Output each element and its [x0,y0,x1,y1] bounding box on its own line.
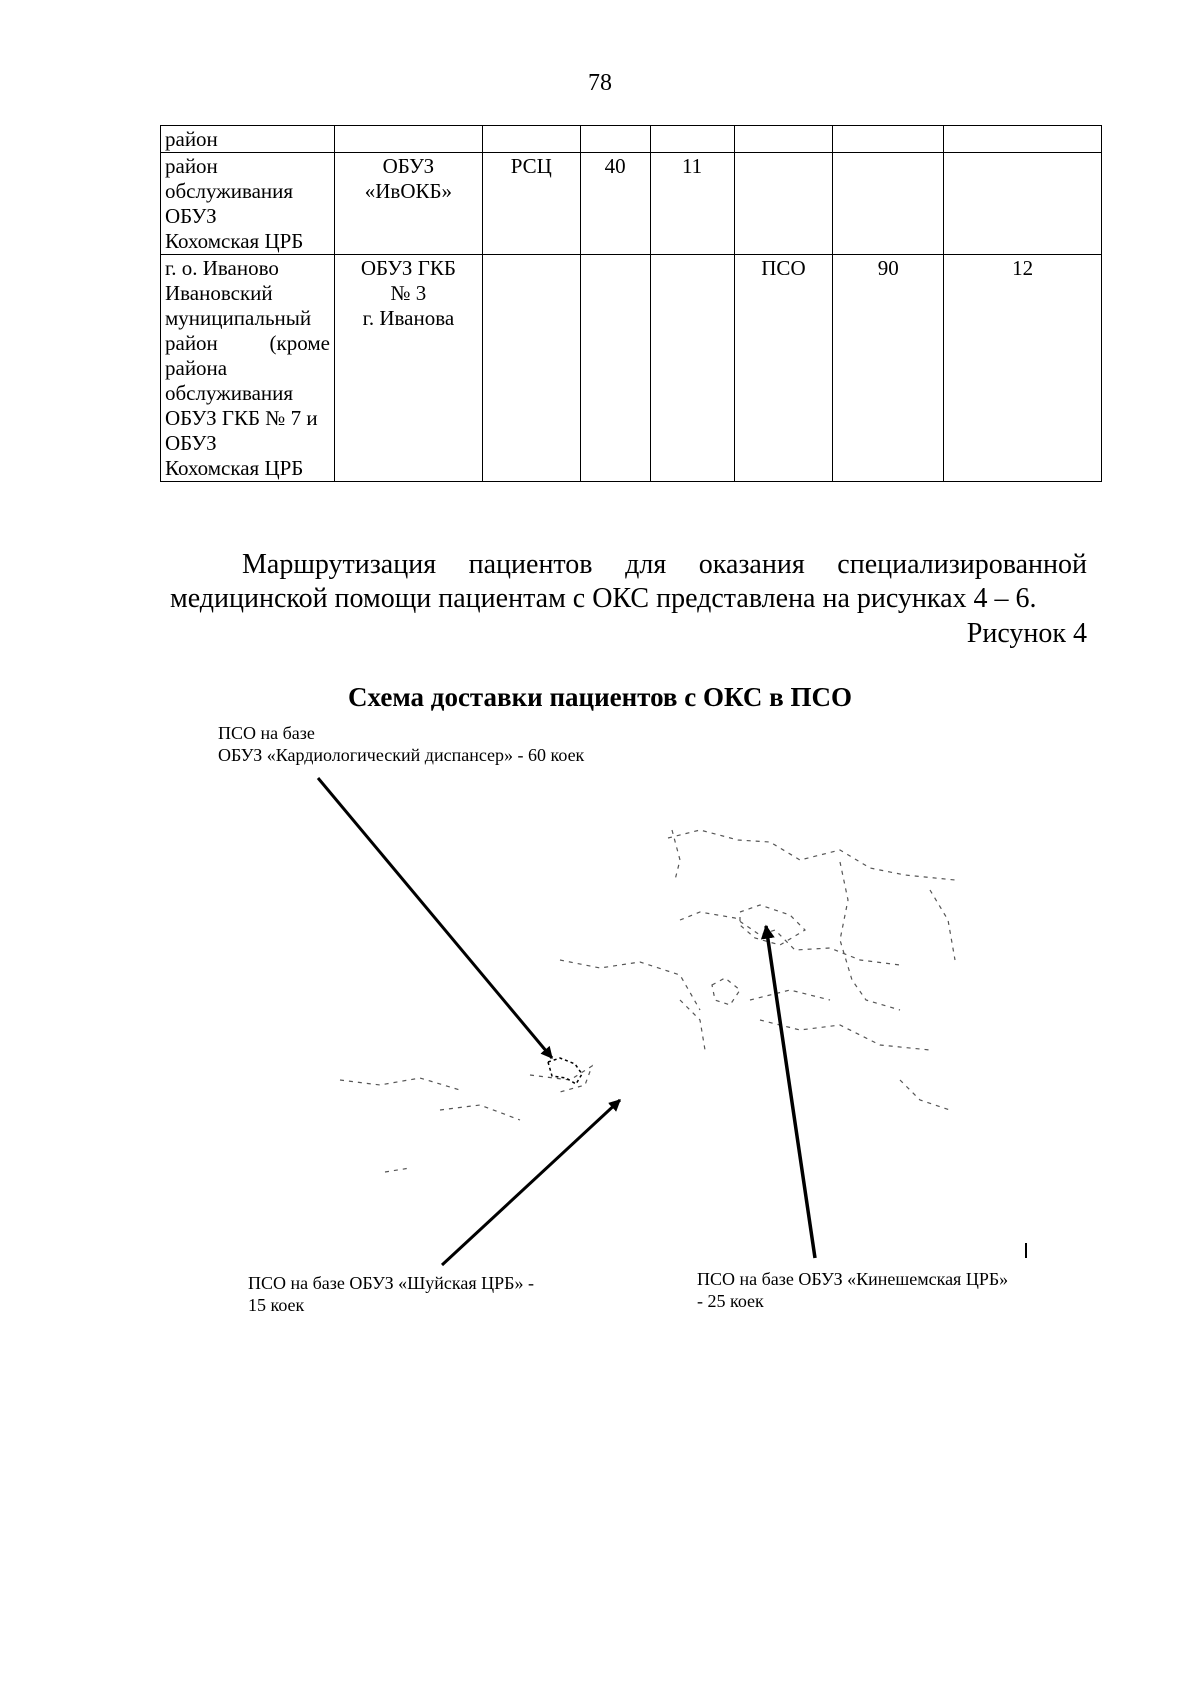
boundary-southwest [340,1078,460,1090]
table-cell: 90 [833,255,944,482]
table-cell: РСЦ [482,153,580,255]
cell-line: № 3 [390,281,427,305]
table-cell: 11 [650,153,734,255]
boundary-north-west [672,830,680,880]
cell-line: Ивановский [165,281,273,305]
cell-line: муниципальный [165,306,312,330]
boundary-east [840,862,900,1010]
body-paragraph: Маршрутизация пациентов для оказания специализированной медицинской помощи пациентам с ОКС представлена на рисунках 4 – 6. [170,549,1087,614]
boundary-west [560,960,700,1010]
cell-line: «ИвОКБ» [364,179,453,203]
label-cardiology-dispensary: ПСО на базе ОБУЗ «Кардиологический диспансер» - 60 коек [218,723,585,765]
table-cell: 40 [580,153,650,255]
arrow-shuya [442,1100,620,1265]
cell-line: ОБУЗ ГКБ [360,256,456,280]
cell-line: г. Иванова [362,306,455,330]
cell-line: г. о. Иваново [165,256,279,280]
arrow-kineshma [766,926,815,1258]
boundary-lake [712,978,740,1005]
cell-line: ОБУЗ [165,431,217,455]
boundary-northeast [930,890,955,960]
scheme-title: Схема доставки пациентов с ОКС в ПСО [348,682,852,712]
figure-caption: Рисунок 4 [966,618,1087,649]
boundary-center-west [530,1066,592,1092]
cell-line: ОБУЗ [165,204,217,228]
boundary-north [668,830,955,880]
cell-line: Кохомская ЦРБ [165,456,304,480]
table-cell: ПСО [734,255,833,482]
boundary-south [440,1105,520,1120]
ivanovo-city-outline [548,1058,582,1084]
cell-line: ОБУЗ ГКБ № 7 и [165,406,318,430]
arrow-cardiology [318,778,552,1058]
boundary-far-south [385,1168,410,1172]
cell-line: обслуживания [165,179,294,203]
page-number: 78 [588,70,612,96]
boundary-kineshma [740,905,805,945]
map-faint-boundaries [340,830,955,1172]
cell-line: района [165,356,228,380]
boundary-river [680,1000,705,1050]
table-cell: район [161,126,335,153]
cell-line: ОБУЗ [382,154,435,178]
cell-line: обслуживания [165,381,294,405]
cell-line: район [165,154,218,178]
boundary-east-south [900,1080,950,1110]
cell-line: Кохомская ЦРБ [165,229,304,253]
boundary-middle [750,990,830,1000]
cell-line: район (кроме [165,331,330,355]
label-shuya-hospital: ПСО на базе ОБУЗ «Шуйская ЦРБ» - 15 коек [248,1273,534,1315]
label-kineshma-hospital: ПСО на базе ОБУЗ «Кинешемская ЦРБ» - 25 коек [697,1269,1009,1311]
table-cell: 12 [944,255,1102,482]
boundary-southeast [760,1020,930,1050]
